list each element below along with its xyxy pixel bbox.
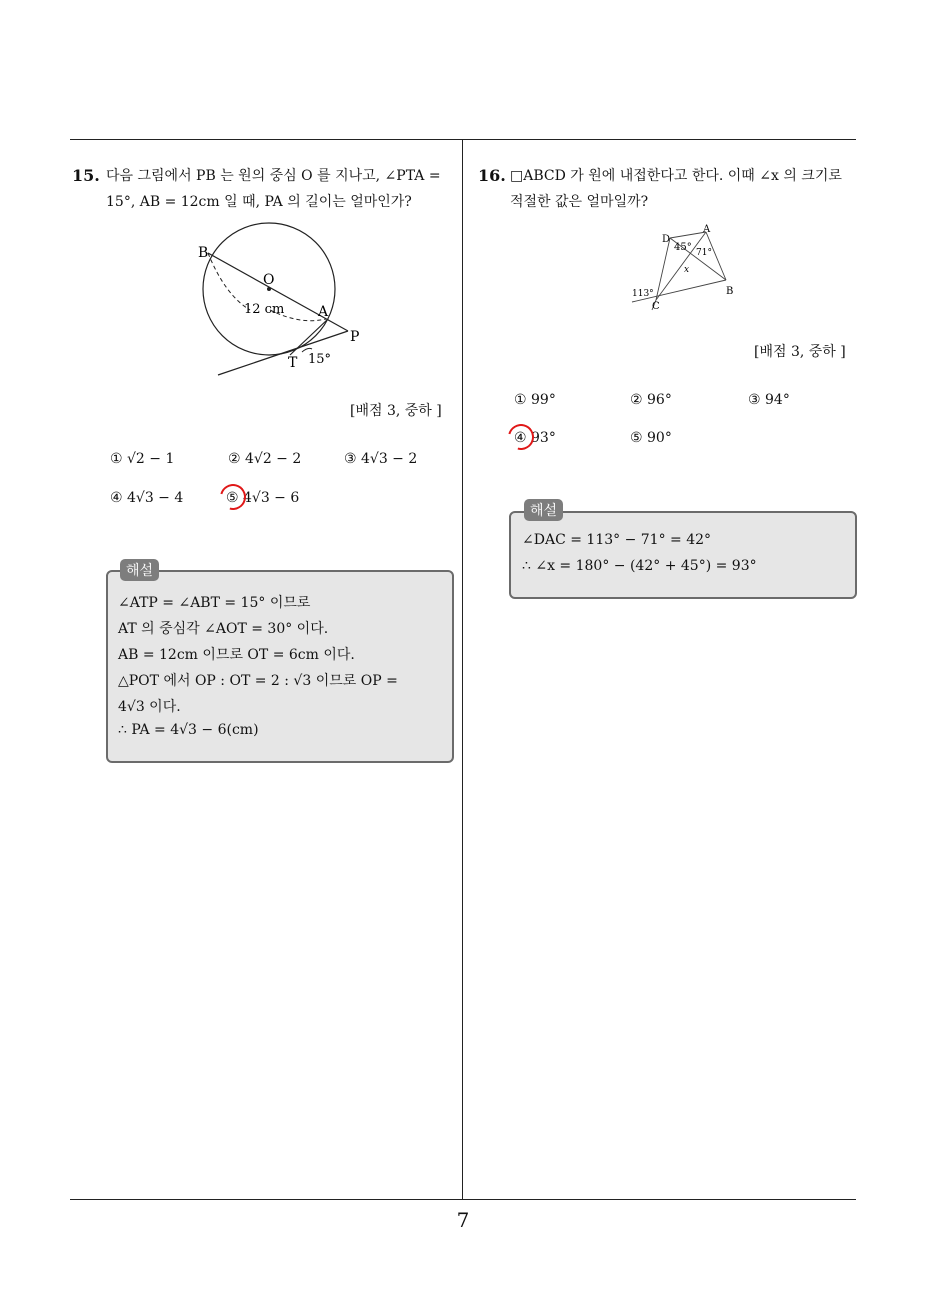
- q15-solution-line-3: AB = 12cm 이므로 OT = 6cm 이다.: [118, 647, 355, 663]
- question-16-line-2: 적절한 값은 얼마일까?: [510, 194, 649, 210]
- answer-mark-icon: [503, 419, 539, 455]
- question-16-solution-box: [509, 511, 857, 599]
- label-B: B: [198, 245, 209, 261]
- q15-solution-line-1: ∠ATP = ∠ABT = 15° 이므로: [118, 595, 311, 611]
- label-15deg: 15°: [308, 352, 332, 367]
- column-divider: [462, 139, 463, 1200]
- answer-mark-icon: [215, 479, 251, 515]
- label-T: T: [288, 355, 298, 371]
- q15-choice-4[interactable]: ④ 4√3 − 4: [110, 490, 184, 506]
- q15-choice-1[interactable]: ① √2 − 1: [110, 451, 175, 467]
- q15-choice-5[interactable]: ⑤ 4√3 − 6: [226, 490, 300, 506]
- question-15-figure: [190, 215, 380, 385]
- label-71deg: 71°: [696, 248, 712, 258]
- q15-solution-line-6: ∴ PA = 4√3 − 6(cm): [118, 722, 259, 738]
- q16-choice-4[interactable]: ④ 93°: [514, 430, 556, 446]
- q15-choice-3[interactable]: ③ 4√3 − 2: [344, 451, 418, 467]
- page-number: 7: [456, 1208, 470, 1232]
- label-P: P: [350, 329, 360, 345]
- label-C: C: [652, 301, 660, 312]
- label-D: D: [662, 234, 671, 245]
- bottom-rule: [70, 1199, 856, 1200]
- question-15-line-2: 15°, AB = 12cm 일 때, PA 의 길이는 얼마인가?: [106, 194, 412, 210]
- q15-solution-line-4: △POT 에서 OP : OT = 2 : √3 이므로 OP =: [118, 673, 398, 689]
- label-A: A: [703, 224, 711, 235]
- q16-solution-line-2: ∴ ∠x = 180° − (42° + 45°) = 93°: [522, 558, 757, 574]
- question-15-line-1: 다음 그림에서 PB 는 원의 중심 O 를 지나고, ∠PTA =: [106, 168, 441, 184]
- q16-choice-1[interactable]: ① 99°: [514, 392, 556, 408]
- q15-solution-line-5: 4√3 이다.: [118, 699, 181, 715]
- question-15-number: 15.: [72, 166, 100, 185]
- question-16-figure: [626, 222, 756, 314]
- question-15-score: [배점 3, 중하 ]: [350, 403, 442, 419]
- label-A: A: [318, 304, 329, 320]
- q16-choice-2[interactable]: ② 96°: [630, 392, 672, 408]
- question-16-score: [배점 3, 중하 ]: [754, 344, 846, 360]
- top-rule: [70, 139, 856, 140]
- label-12cm: 12 cm: [244, 302, 285, 317]
- question-16-line-1: □ABCD 가 원에 내접한다고 한다. 이때 ∠x 의 크기로: [510, 168, 842, 184]
- label-O: O: [263, 272, 275, 288]
- q16-choice-3[interactable]: ③ 94°: [748, 392, 790, 408]
- label-45deg: 45°: [674, 242, 692, 253]
- q15-choice-2[interactable]: ② 4√2 − 2: [228, 451, 302, 467]
- label-x: x: [684, 265, 690, 275]
- q16-choice-5[interactable]: ⑤ 90°: [630, 430, 672, 446]
- q16-solution-line-1: ∠DAC = 113° − 71° = 42°: [522, 532, 712, 548]
- question-15-solution-tag: 해설: [120, 559, 159, 581]
- q15-solution-line-2: AT 의 중심각 ∠AOT = 30° 이다.: [118, 621, 329, 637]
- label-B: B: [726, 286, 734, 297]
- question-16-number: 16.: [478, 166, 506, 185]
- question-16-solution-tag: 해설: [524, 499, 563, 521]
- label-113deg: 113°: [632, 289, 654, 299]
